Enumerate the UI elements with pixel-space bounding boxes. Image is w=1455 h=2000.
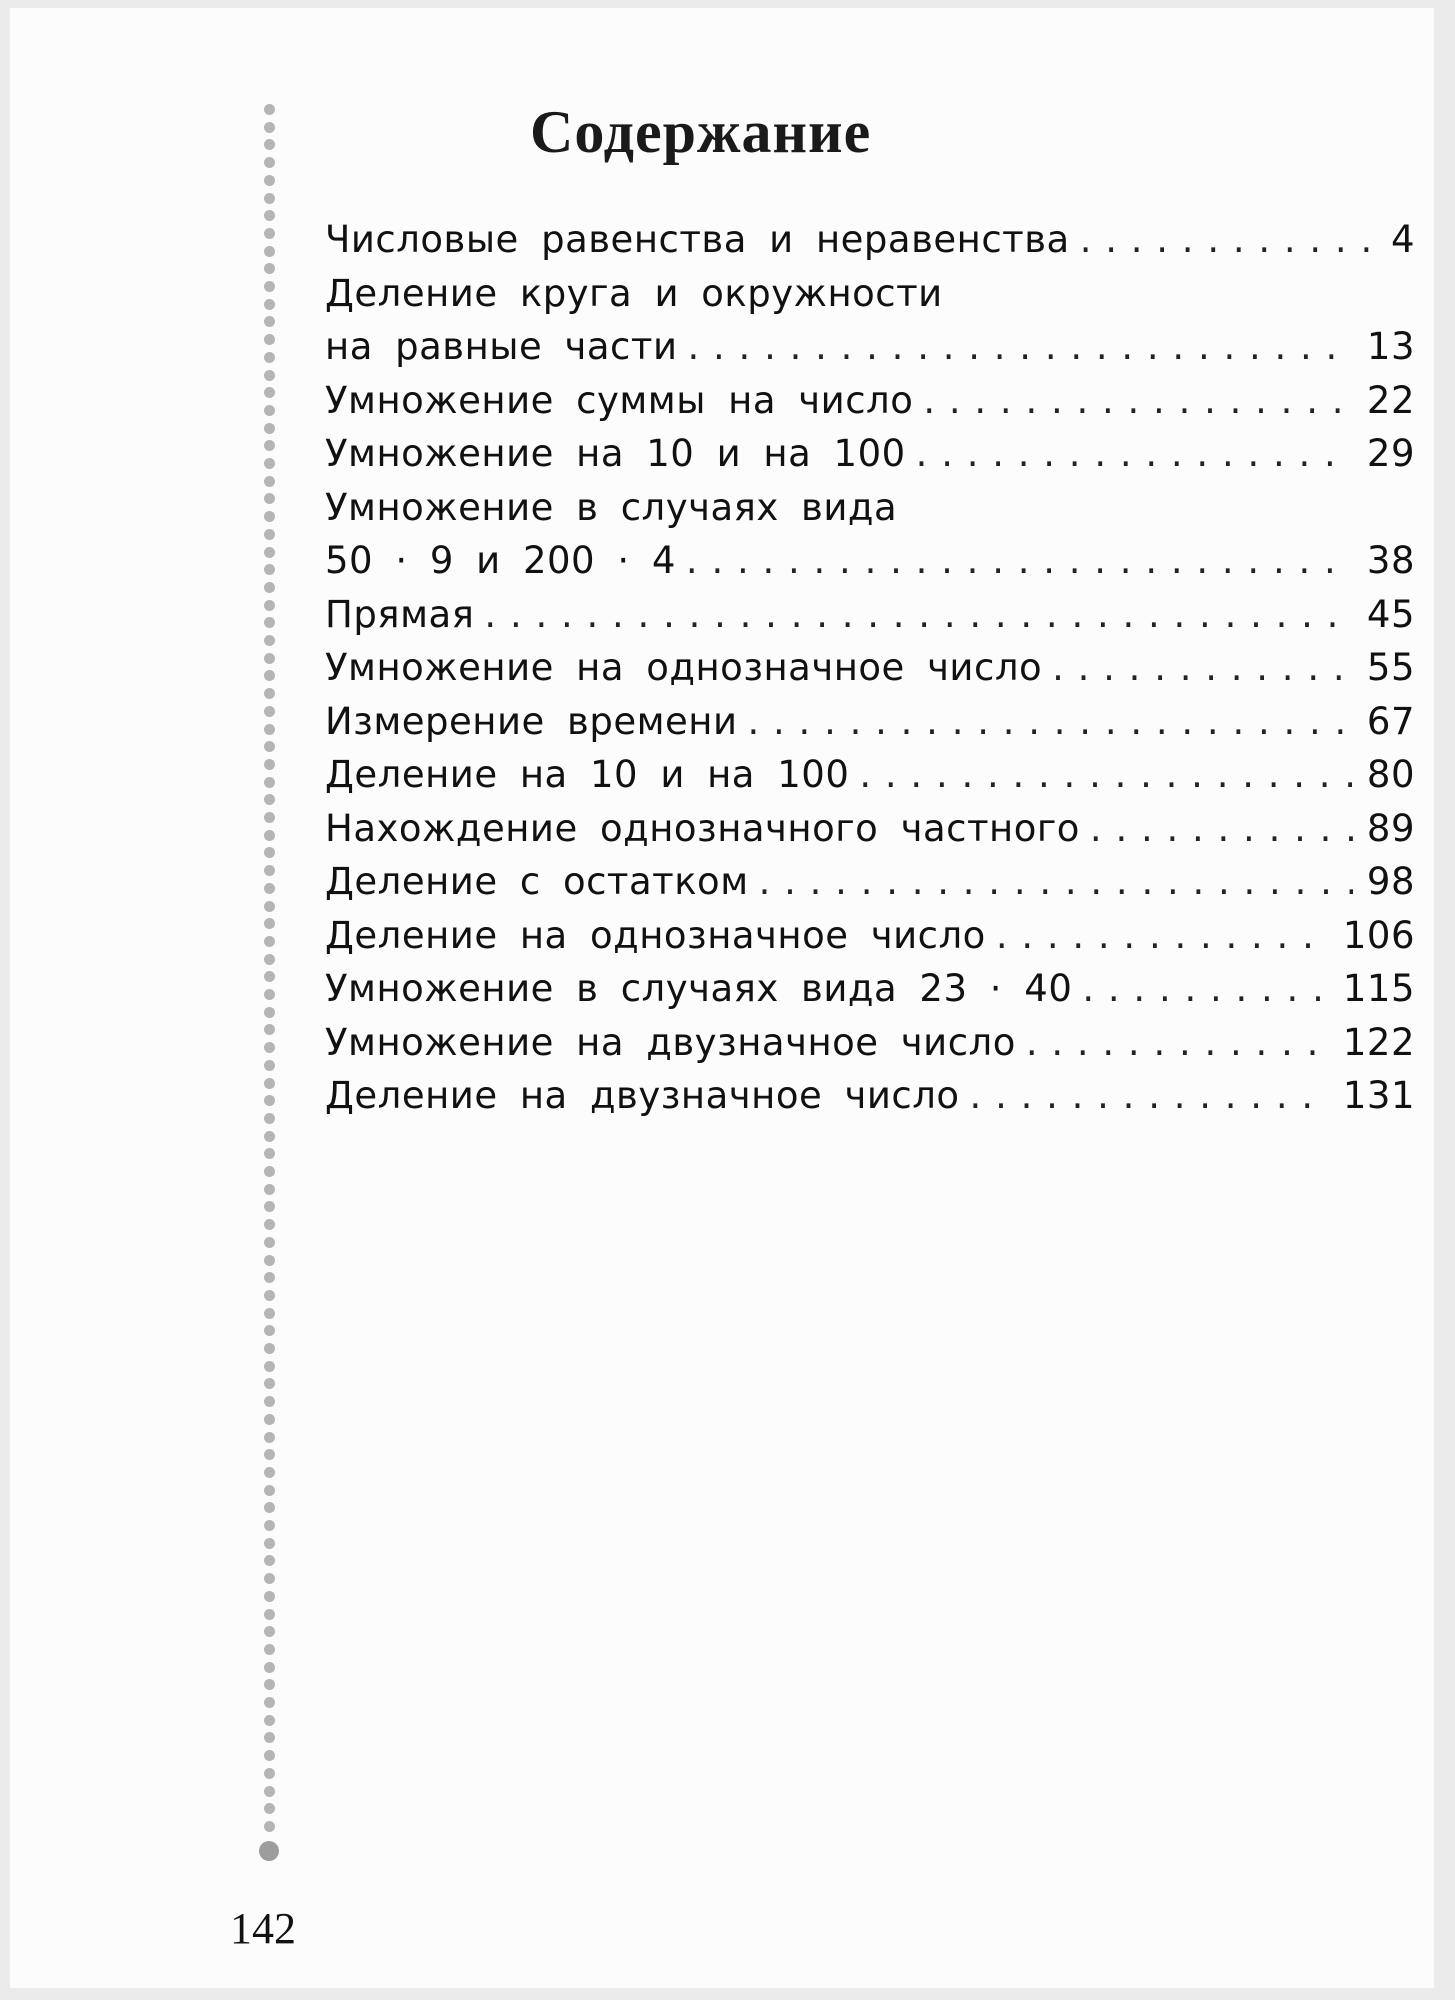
binding-hole [264, 193, 275, 204]
binding-hole [264, 989, 275, 1000]
binding-hole [264, 582, 275, 593]
toc-entry-title: на равные части [325, 325, 678, 368]
toc-entry [325, 427, 1415, 481]
toc-page-number: 122 [1342, 1020, 1415, 1064]
binding-hole [264, 1007, 275, 1018]
toc-entry-line [325, 1016, 1415, 1070]
binding-hole [264, 1131, 275, 1142]
binding-hole [264, 1803, 275, 1814]
binding-hole [264, 1520, 275, 1531]
toc-entry-title: Деление на двузначное число [325, 1074, 960, 1117]
binding-hole [264, 1715, 275, 1726]
binding-hole [264, 352, 275, 363]
toc-entry-line [325, 267, 1415, 321]
dot-leader [484, 588, 1352, 642]
binding-hole [264, 1325, 275, 1336]
binding-hole [264, 529, 275, 540]
toc-page-number: 131 [1342, 1074, 1415, 1117]
toc-page-number: 45 [1366, 592, 1415, 636]
toc-entry-title: Нахождение однозначного частного [325, 806, 1080, 850]
binding-hole [264, 1361, 275, 1372]
toc-entry [325, 1069, 1415, 1123]
binding-hole [264, 228, 275, 239]
toc-entry-line [325, 213, 1415, 267]
toc-entry-line [325, 855, 1415, 909]
binding-hole [264, 741, 275, 752]
toc-entry-title: Измерение времени [325, 699, 738, 743]
binding-hole [264, 724, 275, 735]
toc-entry [325, 855, 1415, 909]
toc-entry-line [325, 534, 1415, 588]
dot-leader [686, 534, 1353, 588]
binding-hole [264, 1042, 275, 1053]
binding-hole [264, 1255, 275, 1266]
binding-hole [264, 670, 275, 681]
binding-hole [264, 1626, 275, 1637]
dot-leader [916, 427, 1353, 481]
binding-hole [264, 1078, 275, 1089]
dot-leader [1026, 1016, 1329, 1070]
binding-hole [264, 883, 275, 894]
binding-hole [264, 246, 275, 257]
dot-leader [970, 1069, 1329, 1123]
binding-hole [264, 1555, 275, 1566]
toc-entry-title: Умножение в случаях вида 23 · 40 [325, 967, 1073, 1010]
binding-hole [264, 830, 275, 841]
binding-hole [264, 1821, 275, 1832]
binding-hole [264, 688, 275, 699]
toc-entry-title: Деление круга и окружности [325, 271, 943, 315]
binding-hole [264, 281, 275, 292]
binding-hole [264, 299, 275, 310]
dot-leader [759, 855, 1353, 909]
binding-hole [264, 1308, 275, 1319]
binding-hole [264, 405, 275, 416]
binding-hole [264, 1697, 275, 1708]
binding-hole [264, 777, 275, 788]
toc-entry-title: Умножение на однозначное число [325, 646, 1043, 689]
toc-entry-title: Деление с остатком [325, 860, 749, 903]
toc-entry-title: Умножение на двузначное число [325, 1020, 1016, 1064]
dot-leader [1052, 641, 1353, 695]
binding-hole [264, 1609, 275, 1620]
dot-leader [1082, 962, 1329, 1016]
binding-hole [264, 1166, 275, 1177]
binding-hole [264, 1573, 275, 1584]
binding-hole [264, 564, 275, 575]
binding-hole [264, 370, 275, 381]
binding-hole [264, 1184, 275, 1195]
spiral-binding [262, 104, 278, 1904]
binding-hole [264, 1414, 275, 1425]
binding-hole [264, 600, 275, 611]
binding-hole [264, 1467, 275, 1478]
toc-entry [325, 748, 1415, 802]
toc-page-number: 4 [1390, 218, 1415, 261]
binding-hole [264, 1272, 275, 1283]
binding-hole [264, 936, 275, 947]
binding-hole [264, 423, 275, 434]
toc-entry-line [325, 748, 1415, 802]
book-page [10, 8, 1434, 1988]
binding-hole [264, 1290, 275, 1301]
binding-hole [264, 1378, 275, 1389]
binding-hole [264, 157, 275, 168]
toc-entry-line [325, 695, 1415, 749]
binding-hole [264, 458, 275, 469]
binding-hole [264, 1449, 275, 1460]
toc-entry [325, 1016, 1415, 1070]
binding-hole [264, 210, 275, 221]
toc-entry-title: 50 · 9 и 200 · 4 [325, 539, 676, 582]
binding-hole [264, 759, 275, 770]
toc-entry-line [325, 481, 1415, 535]
toc-page-number: 38 [1366, 539, 1415, 582]
binding-hole [264, 1502, 275, 1513]
binding-hole [264, 635, 275, 646]
page-number: 142 [230, 1904, 296, 1953]
toc-entry [325, 267, 1415, 374]
binding-hole [264, 901, 275, 912]
toc-page-number: 89 [1366, 806, 1415, 850]
binding-hole [264, 1485, 275, 1496]
binding-hole [264, 1113, 275, 1124]
binding-hole [264, 971, 275, 982]
dot-leader [859, 748, 1353, 802]
toc-entry-line [325, 374, 1415, 428]
toc-page-number: 80 [1366, 753, 1415, 796]
binding-hole [264, 1644, 275, 1655]
binding-hole [264, 847, 275, 858]
binding-hole [264, 547, 275, 558]
toc-entry [325, 909, 1415, 963]
binding-hole [264, 1591, 275, 1602]
toc-entry-line [325, 909, 1415, 963]
toc-entry [325, 962, 1415, 1016]
dot-leader [996, 909, 1329, 963]
toc-entry [325, 481, 1415, 588]
binding-hole [264, 794, 275, 805]
binding-hole [264, 1237, 275, 1248]
binding-hole [264, 1662, 275, 1673]
toc-entry-line [325, 320, 1415, 374]
dot-leader [748, 695, 1353, 749]
binding-hole [264, 1095, 275, 1106]
toc-entry-line [325, 962, 1415, 1016]
toc-entry-title: Умножение суммы на число [325, 378, 914, 422]
binding-hole [264, 812, 275, 823]
toc-entry [325, 695, 1415, 749]
toc-entry-line [325, 1069, 1415, 1123]
dot-leader [1090, 802, 1353, 856]
binding-hole [264, 139, 275, 150]
binding-hole [264, 1750, 275, 1761]
toc-page-number: 22 [1366, 378, 1415, 422]
binding-hole [259, 1841, 279, 1861]
binding-hole [264, 1060, 275, 1071]
binding-hole [264, 1201, 275, 1212]
table-of-contents [325, 213, 1415, 1123]
binding-hole [264, 1343, 275, 1354]
binding-hole [264, 493, 275, 504]
binding-hole [264, 175, 275, 186]
binding-hole [264, 865, 275, 876]
toc-entry [325, 641, 1415, 695]
toc-page-number: 13 [1366, 325, 1415, 368]
toc-entry-title: Умножение на 10 и на 100 [325, 432, 906, 475]
toc-page-number: 115 [1342, 967, 1415, 1010]
toc-entry [325, 213, 1415, 267]
binding-hole [264, 1732, 275, 1743]
toc-entry-line [325, 641, 1415, 695]
toc-entry [325, 802, 1415, 856]
binding-hole [264, 440, 275, 451]
binding-hole [264, 1786, 275, 1797]
toc-entry [325, 588, 1415, 642]
binding-hole [264, 954, 275, 965]
binding-hole [264, 1024, 275, 1035]
binding-hole [264, 617, 275, 628]
binding-hole [264, 387, 275, 398]
binding-hole [264, 653, 275, 664]
toc-page-number: 106 [1342, 913, 1415, 957]
binding-hole [264, 1148, 275, 1159]
binding-hole [264, 1538, 275, 1549]
toc-entry-title: Прямая [325, 592, 475, 636]
binding-hole [264, 1679, 275, 1690]
toc-entry [325, 374, 1415, 428]
dot-leader [688, 320, 1353, 374]
toc-entry-line [325, 588, 1415, 642]
binding-hole [264, 918, 275, 929]
binding-hole [264, 511, 275, 522]
binding-hole [264, 104, 275, 115]
dot-leader [923, 374, 1353, 428]
toc-entry-title: Деление на однозначное число [325, 913, 986, 957]
page-title: Содержание [530, 99, 872, 165]
toc-entry-title: Умножение в случаях вида [325, 485, 898, 529]
toc-page-number: 55 [1366, 646, 1415, 689]
toc-page-number: 98 [1366, 860, 1415, 903]
binding-hole [264, 1396, 275, 1407]
toc-page-number: 29 [1366, 432, 1415, 475]
binding-hole [264, 476, 275, 487]
dot-leader [1080, 213, 1371, 267]
binding-hole [264, 1768, 275, 1779]
binding-hole [264, 1432, 275, 1443]
toc-page-number: 67 [1366, 699, 1415, 743]
binding-hole [264, 706, 275, 717]
binding-hole [264, 263, 275, 274]
binding-hole [264, 316, 275, 327]
binding-hole [264, 1219, 275, 1230]
binding-hole [264, 334, 275, 345]
toc-entry-line [325, 802, 1415, 856]
toc-entry-line [325, 427, 1415, 481]
toc-entry-title: Числовые равенства и неравенства [325, 218, 1070, 261]
binding-hole [264, 122, 275, 133]
toc-entry-title: Деление на 10 и на 100 [325, 753, 850, 796]
